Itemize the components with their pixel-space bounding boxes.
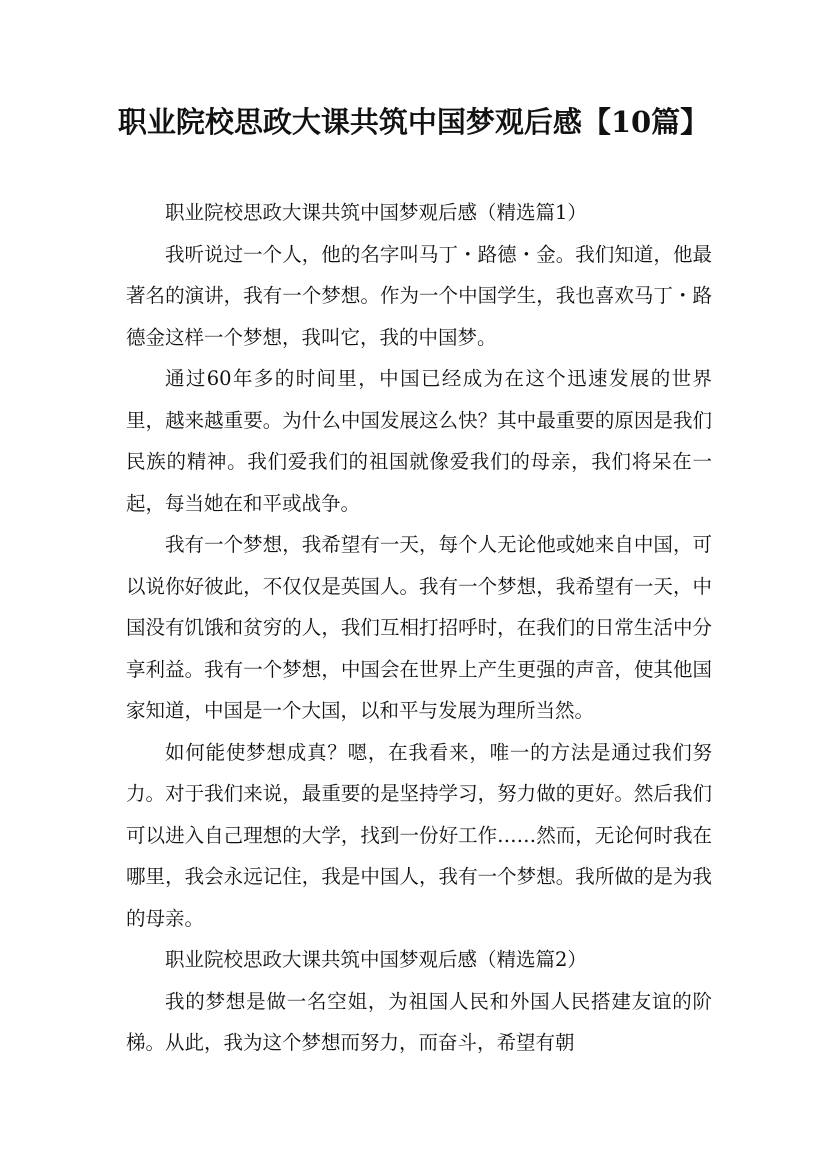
section-heading-2: 职业院校思政大课共筑中国梦观后感（精选篇2） (165, 948, 587, 971)
section-heading-1: 职业院校思政大课共筑中国梦观后感（精选篇1） (165, 201, 587, 224)
paragraph-5: 我的梦想是做一名空姐，为祖国人民和外国人民搭建友谊的阶梯。从此，我为这个梦想而努力，而奋斗，希望有朝 (126, 989, 712, 1054)
paragraph-4: 如何能使梦想成真？嗯，在我看来，唯一的方法是通过我们努力。对于我们来说，最重要的是坚持学习，努力做的更好。然后我们可以进入自己理想的大学，找到一份好工作……然而，无论何时我在哪里，我会永远记住，我是中国人，我有一个梦想。我所做的是为我的母亲。 (126, 740, 712, 930)
paragraph-2: 通过60年多的时间里，中国已经成为在这个迅速发展的世界里，越来越重要。为什么中国发展这么快？其中最重要的原因是我们民族的精神。我们爱我们的祖国就像爱我们的母亲，我们将呆在一起，每当她在和平或战争。 (126, 367, 712, 515)
document-title: 职业院校思政大课共筑中国梦观后感【10篇】 (117, 105, 710, 139)
document-body (126, 192, 712, 1064)
paragraph-3: 我有一个梦想，我希望有一天，每个人无论他或她来自中国，可以说你好彼此，不仅仅是英国人。我有一个梦想，我希望有一天，中国没有饥饿和贫穷的人，我们互相打招呼时，在我们的日常生活中分享利益。我有一个梦想，中国会在世界上产生更强的声音，使其他国家知道，中国是一个大国，以和平与发展为理所当然。 (126, 533, 712, 722)
paragraph-1: 我听说过一个人，他的名字叫马丁・路德・金。我们知道，他最著名的演讲，我有一个梦想。作为一个中国学生，我也喜欢马丁・路德金这样一个梦想，我叫它，我的中国梦。 (126, 242, 712, 349)
